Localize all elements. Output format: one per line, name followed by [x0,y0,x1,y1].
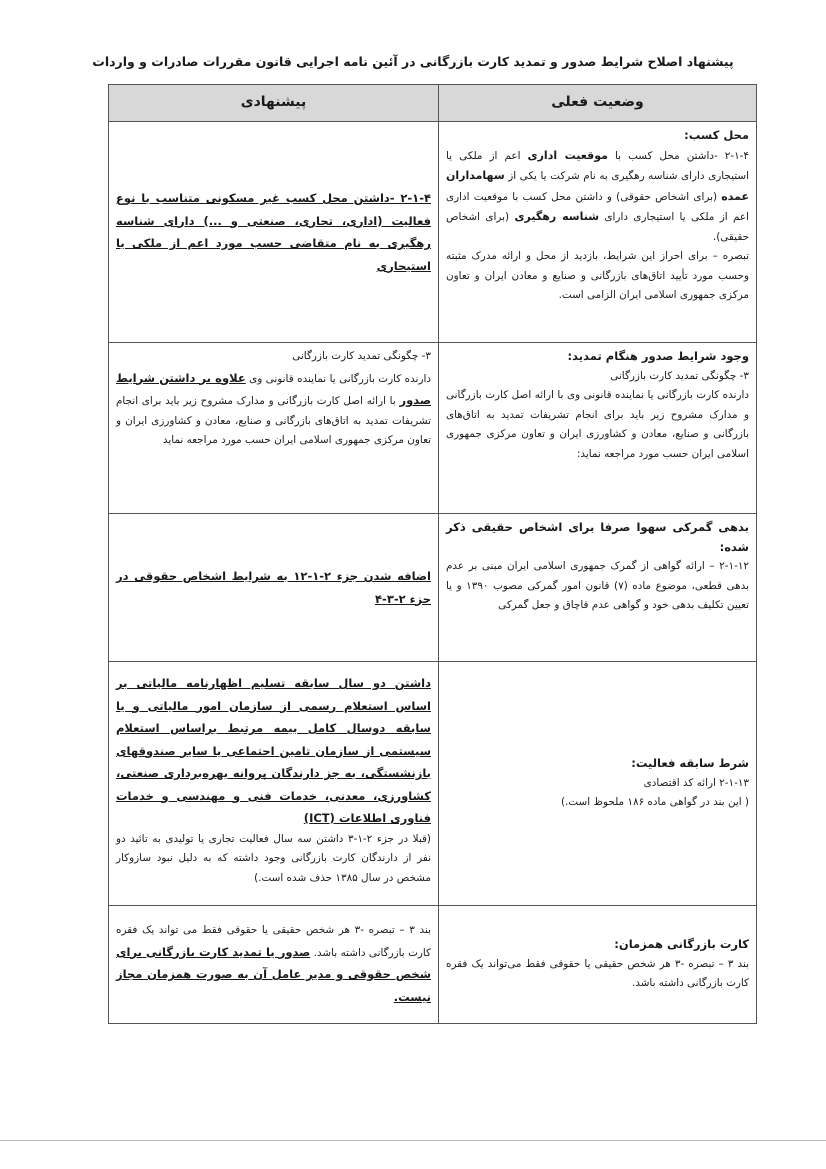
proposed-cell-activity [109,662,439,906]
table-row [109,662,757,906]
text-run: ۲-۱-۴ -داشتن محل کسب با [607,149,749,162]
sub-heading: ۳- چگونگی تمدید کارت بازرگانی [610,369,749,382]
table-row [109,343,757,514]
current-cell-customs [439,514,757,662]
body-text: دارنده کارت بازرگانی یا نماینده قانونی وی با ارائه اصل کارت بازرگانی و مدارک مشروح زیر باید برای انجام تشریفات تمدید به اتاق‌های بازرگانی و صنایع، معادن و کشاورزی ایران و تعاون مرکزی جمهوری اسلامی ایران حسب مورد مراجعه نماید: [446,389,749,460]
proposed-cell-renewal [109,343,439,514]
body-text: ۲-۱-۱۲ – ارائه گواهی از گمرک جمهوری اسلامی ایران مبنی بر عدم بدهی قطعی، موضوع ماده (۷) قانون امور گمرکی مصوب ۱۳۹۰ و یا تعیین تکلیف بدهی خود و گواهی عدم قاچاق و جعل گمرکی [446,560,750,611]
proposed-cell-workplace [109,122,439,343]
underlined-run: علاوه بر داشتن شرایط صدور [116,370,431,407]
proposed-text: ۲-۱-۴ -داشتن محل کسب غیر مسکونی متناسب با نوع فعالیت (اداری، تجاری، صنعتی و ...) دارای شناسه رهگیری به نام متقاضی حسب مورد اعم از ملکی یا استیجاری [116,191,431,273]
page-title: پیشنهاد اصلاح شرایط صدور و تمدید کارت بازرگانی در آئین نامه اجرایی قانون مقررات صادرات و واردات [92,54,734,69]
table-row [109,122,757,343]
table-row [109,514,757,662]
proposed-cell-concurrent [109,906,439,1024]
text-run: دارنده کارت بازرگانی یا نماینده قانونی وی [245,372,431,385]
cell-heading: بدهی گمرکی سهوا صرفا برای اشخاص حقیقی ذکر شده: [446,520,749,554]
sub-heading: ۳- چگونگی تمدید کارت بازرگانی [292,350,431,362]
current-cell-renewal [439,343,757,514]
current-cell-activity [439,662,757,906]
cell-heading: کارت بازرگانی همزمان: [614,937,749,952]
table-header-row [109,85,757,122]
body-line: ۲-۱-۱۳ ارائه کد اقتصادی [643,776,749,789]
note-text: (قبلا در جزء ۲-۱-۳ داشتن سه سال فعالیت تجاری یا تولیدی به تائید دو نفر از دارندگان کارت بازرگانی وجود داشته که به دلیل نبود سازوکار مشخص در سال ۱۳۸۵ حذف شده است.) [116,832,431,884]
page-bottom-divider [0,1140,826,1141]
cell-heading: شرط سابقه فعالیت: [631,756,749,771]
cell-heading: وجود شرایط صدور هنگام تمدید: [567,349,749,363]
text-run: با ارائه اصل کارت بازرگانی و مدارک مشروح زیر باید برای انجام تشریفات تمدید به اتاق‌های بازرگانی و صنایع، معادن و کشاورزی ایران و تعاون مرکزی جمهوری اسلامی ایران حسب مورد مراجعه نماید [116,395,431,446]
bold-run: سهامداران عمده [446,169,749,203]
cell-heading: محل کسب: [684,128,749,142]
text-run: (برای اشخاص حقوقی) و داشتن محل کسب با موقعیت اداری اعم از ملکی یا استیجاری دارای [446,190,749,223]
current-cell-concurrent [439,906,757,1024]
text-run: اعم از ملکی یا استیجاری دارای شناسه رهگیری به نام شرکت یا یکی از [446,149,749,182]
comparison-table [108,84,757,1024]
text-run: (برای اشخاص حقیقی). [446,211,749,243]
bold-run: شناسه رهگیری [514,210,600,223]
note-text: تبصره – برای احراز این شرایط، بازدید از محل و ارائه مدرک مثبته وحسب مورد تأیید اتاق‌های بازرگانی و صنایع و معادن ایران و تعاون مرکزی جمهوری اسلامی ایران الزامی است. [446,250,749,301]
proposed-cell-customs [109,514,439,662]
proposed-text: اضافه شدن جزء ۲-۱-۱۲ به شرایط اشخاص حقوقی در جزء ۲-۳-۴ [116,569,431,606]
body-text: بند ۳ – تبصره -۳ هر شخص حقیقی یا حقوقی فقط می‌تواند یک فقره کارت بازرگانی داشته باشد. [446,957,749,990]
underlined-run: صدور یا تمدید کارت بازرگانی برای شخص حقوقی و مدیر عامل آن به صورت همزمان مجاز نیست. [116,944,431,1004]
current-cell-workplace [439,122,757,343]
text-run: بند ۳ – تبصره -۳ هر شخص حقیقی یا حقوقی فقط می تواند یک فقره کارت بازرگانی داشته باشد. [116,924,431,959]
header-current-status: وضعیت فعلی [439,85,757,122]
table-row [109,906,757,1024]
header-proposed: پیشنهادی [109,85,439,122]
body-line: ( این بند در گواهی ماده ۱۸۶ ملحوظ است.) [560,796,749,809]
bold-run: موقعیت اداری [527,148,608,162]
proposed-text: داشتن دو سال سابقه تسلیم اظهارنامه مالیاتی بر اساس استعلام رسمی از سازمان امور مالیاتی و یا سابقه دوسال کامل بیمه مرتبط براساس استعلام سیستمی از سازمان تامین اجتماعی یا سایر صندوقهای بازنشستگی، به جز دارندگان پروانه بهره‌برداری صنعتی، کشاورزی، معدنی، خدمات فنی و مهندسی و خدمات فناوری اطلاعات (ICT) [116,676,431,825]
